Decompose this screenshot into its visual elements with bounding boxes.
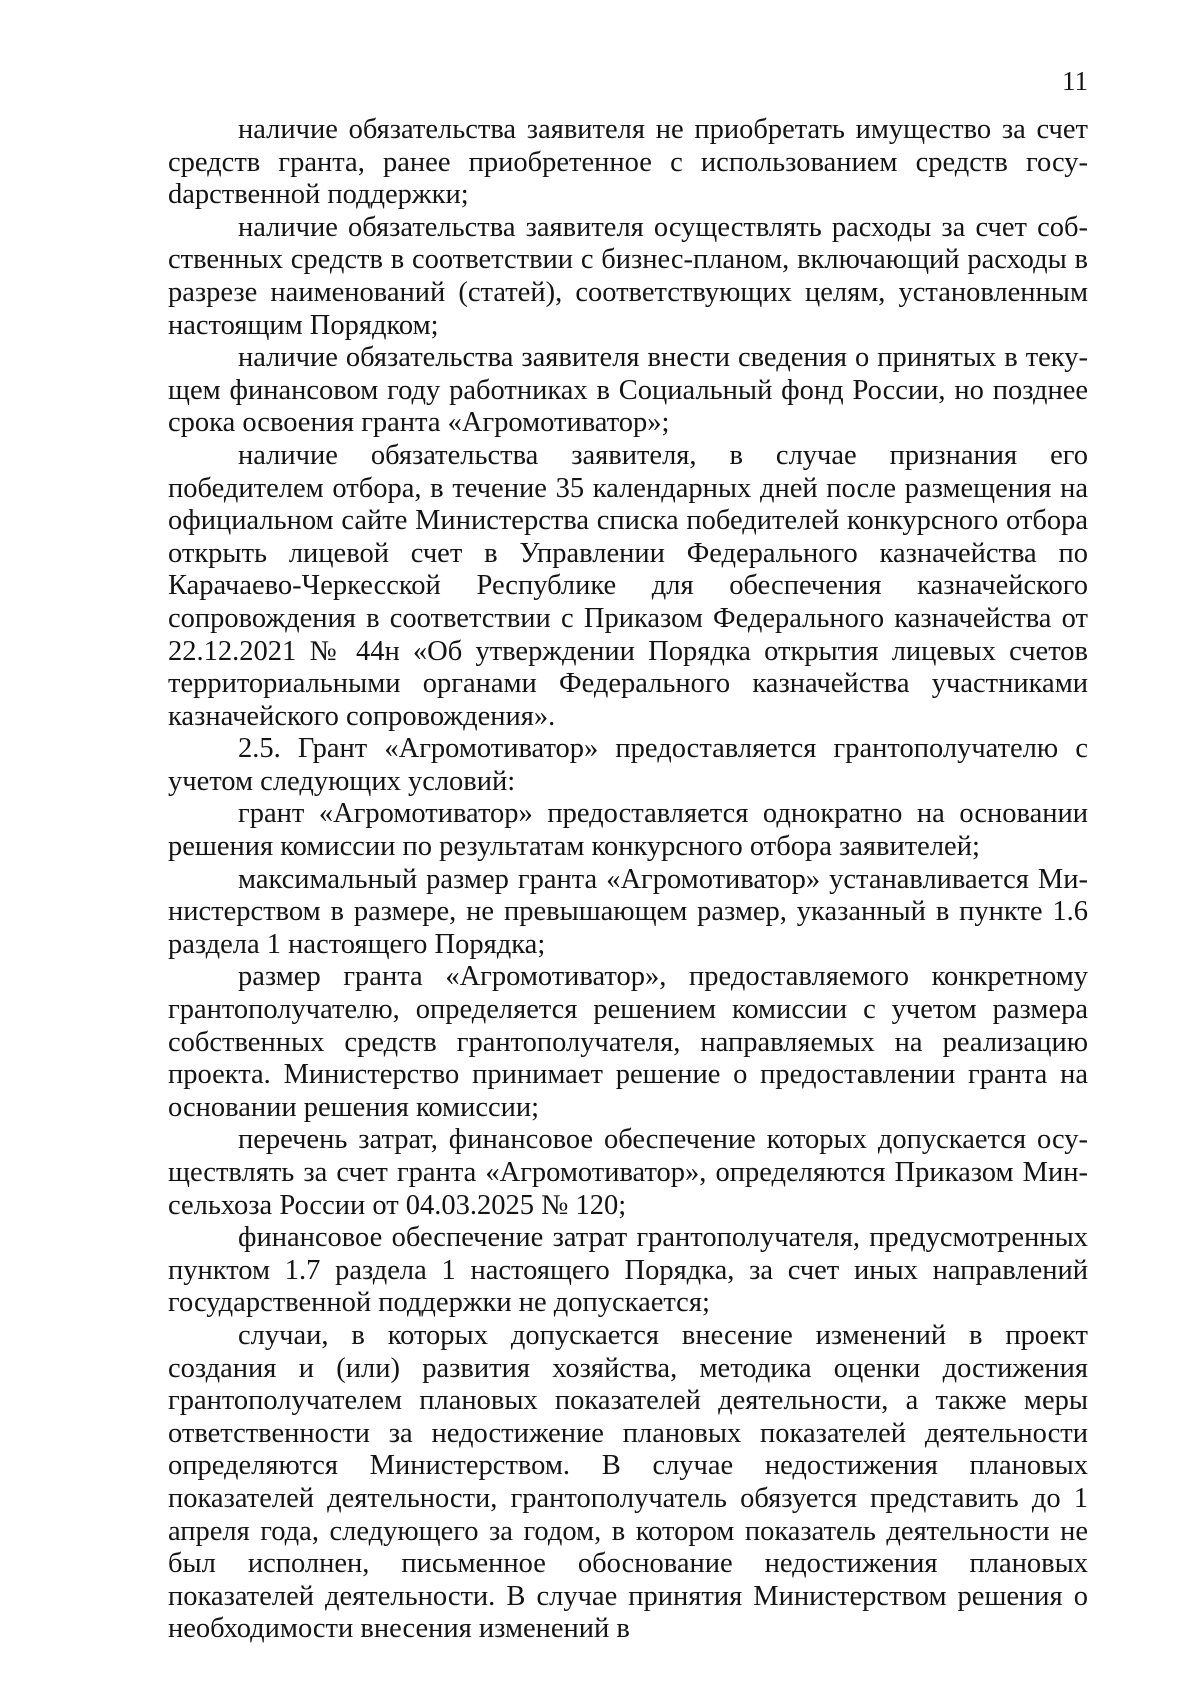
paragraph-project-changes: случаи, в которых допускается внесение изменений в проект создания и (или) развития хозяйства, методика оценки достижения грантополучателем плановых показателей деятельности, а также меры ответственности за недостижение плановых показателей деятельности определяются Министерством. В случае недостижения плановых показателей деятельности, грантополучатель обязуется представить до 1 апреля года, следующего за годом, в котором показатель деятельности не был исполнен, письменное обоснование недостижения плановых показателей деятельности. В случае принятия Министерством решения о необходимости внесения изменений в — [168, 1319, 1088, 1645]
paragraph-max-grant-size: максимальный размер гранта «Агромотиватор» устанавливается Министерством в размере, не превышающем размер, указанный в пункте 1.6 раздела 1 настоящего Порядка; — [168, 863, 1088, 960]
paragraph-own-funds-obligation: наличие обязательства заявителя осуществлять расходы за счет собственных средств в соответствии с бизнес-планом, включающий расходы в разрезе наименований (статей), соответствующих целям, установленным настоящим Порядком; — [168, 211, 1088, 341]
paragraph-grant-size-decision: размер гранта «Агромотиватор», предоставляемого конкретному грантополучателю, определяется решением комиссии с учетом размера собственных средств грантополучателя, направляемых на реализацию проекта. Министерство принимает решение о предоставлении гранта на основании решения комиссии; — [168, 961, 1088, 1123]
paragraph-employees-obligation: наличие обязательства заявителя внести сведения о принятых в текущем финансовом году работниках в Социальный фонд России, но позднее срока освоения гранта «Агромотиватор»; — [168, 342, 1088, 439]
paragraph-section-2-5: 2.5. Грант «Агромотиватор» предоставляется грантополучателю с учетом следующих условий: — [168, 733, 1088, 797]
document-body — [168, 114, 1088, 1646]
page-number: 11 — [1062, 66, 1088, 96]
paragraph-treasury-account-obligation: наличие обязательства заявителя, в случае признания его победителем отбора, в течение 35 календарных дней после размещения на официальном сайте Министерства списка победителей конкурсного отбора открыть лицевой счет в Управлении Федерального казначейства по Карачаево-Черкесской Республике для обеспечения казначейского сопровождения в соответствии с Приказом Федерального казначейства от 22.12.2021 № 44н «Об утверждении Порядка открытия лицевых счетов территориальными органами Федерального казначейства участниками казначейского сопровождения». — [168, 439, 1088, 732]
paragraph-property-obligation: наличие обязательства заявителя не приобретать имущество за счет средств гранта, ранее приобретенное с использованием средств госуdарственной поддержки; — [168, 114, 1088, 211]
paragraph-cost-list: перечень затрат, финансовое обеспечение которых допускается осуществлять за счет гранта «Агромотиватор», определяются Приказом Минсельхоза России от 04.03.2025 № 120; — [168, 1124, 1088, 1221]
paragraph-one-time-grant: грант «Агромотиватор» предоставляется однократно на основании решения комиссии по результатам конкурсного отбора заявителей; — [168, 798, 1088, 863]
paragraph-cost-financing: финансовое обеспечение затрат грантополучателя, предусмотренных пунктом 1.7 раздела 1 настоящего Порядка, за счет иных направлений государственной поддержки не допускается; — [168, 1222, 1088, 1319]
